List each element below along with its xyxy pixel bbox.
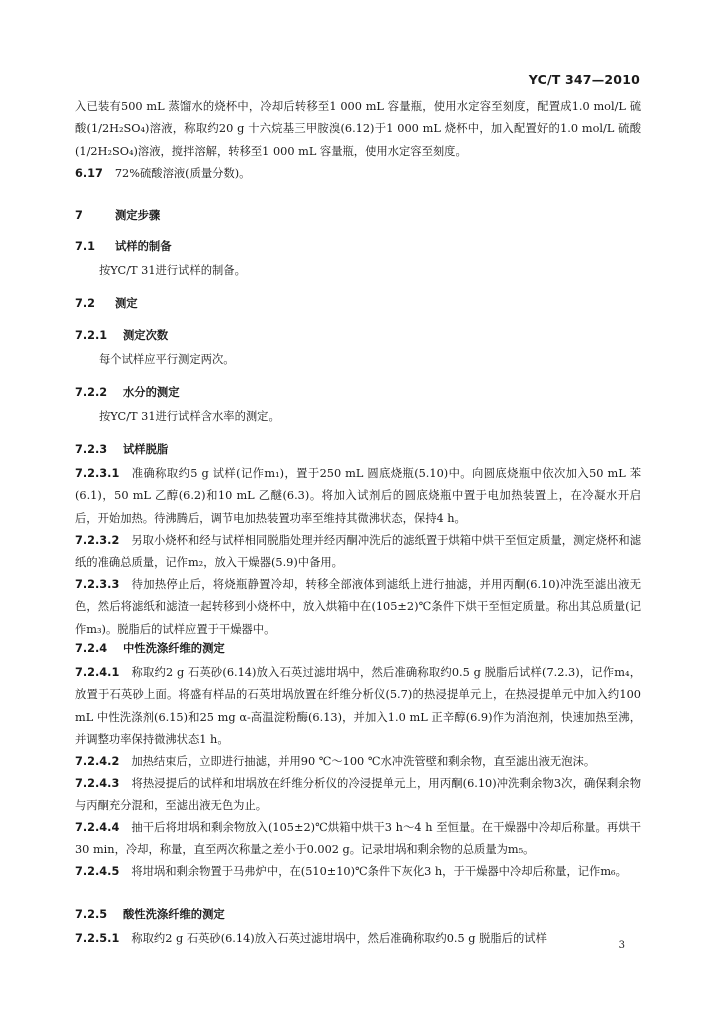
section-7-2-5-heading bbox=[75, 906, 225, 922]
clause-text: 将坩埚和剩余物置于马弗炉中，在(510±10)℃条件下灰化3 h，于干燥器中冷却后称量，记作m₆。 bbox=[131, 865, 627, 878]
clause-number: 7.2.4.1 bbox=[75, 666, 120, 679]
clause-text: 称取约2 g 石英砂(6.14)放入石英过滤坩埚中，然后准确称取约0.5 g 脱脂后试样(7.2.3)，记作m₄，放置于石英砂上面。将盛有样品的石英坩埚放置在纤维分析仪(5.7)的热浸提单元上，在热浸提单元中加入约100 mL 中性洗涤剂(6.15)和25 mg α-高温淀粉酶(6.13)，并加入1.0 mL 正辛醇(6.9)作为消泡剂，快速加热至沸，并调整功率保持微沸状态1 h。 bbox=[75, 666, 641, 747]
section-number: 7.2.3 bbox=[75, 443, 108, 456]
paragraph-continued: 入已装有500 mL 蒸馏水的烧杯中，冷却后转移至1 000 mL 容量瓶，使用水定容至刻度，配置成1.0 mol/L 硫酸(1/2H₂SO₄)溶液，称取约20 g 十六烷基三甲胺溴(6.12)于1 000 mL 烧杯中，加入配置好的1.0 mol/L 硫酸(1/2H₂SO₄)溶液，搅拌溶解，转移至1 000 mL 容量瓶，使用水定容至刻度。 bbox=[75, 100, 641, 158]
clause-number: 7.2.4.3 bbox=[75, 777, 120, 790]
clause-number: 7.2.3.2 bbox=[75, 534, 120, 547]
clause-text: 称取约2 g 石英砂(6.14)放入石英过滤坩埚中，然后准确称取约0.5 g 脱脂后的试样 bbox=[131, 932, 547, 945]
page-number: 3 bbox=[618, 940, 625, 951]
clause-7-2-3-3 bbox=[75, 574, 641, 641]
clause-7-2-3-1 bbox=[75, 463, 641, 530]
section-7-2-2-heading bbox=[75, 384, 180, 400]
section-number: 7.2.1 bbox=[75, 329, 108, 342]
clause-7-2-4-3 bbox=[75, 773, 641, 818]
section-title: 测定次数 bbox=[123, 329, 169, 342]
clause-text: 将热浸提后的试样和坩埚放在纤维分析仪的冷浸提单元上，用丙酮(6.10)冲洗剩余物3次，确保剩余物与丙酮充分混和，至滤出液无色为止。 bbox=[75, 777, 641, 813]
clause-7-2-4-1 bbox=[75, 662, 641, 752]
clause-text: 准确称取约5 g 试样(记作m₁)，置于250 mL 圆底烧瓶(5.10)中。向圆底烧瓶中依次加入50 mL 苯(6.1)，50 mL 乙醇(6.2)和10 mL 乙醚(6.3)。将加入试剂后的圆底烧瓶中置于电加热装置上，在冷凝水开启后，开始加热。待沸腾后，调节电加热装置功率至维持其微沸状态，保持4 h。 bbox=[75, 467, 641, 525]
clause-7-2-5-1 bbox=[75, 928, 641, 950]
section-number: 7.1 bbox=[75, 240, 96, 253]
section-title: 试样脱脂 bbox=[123, 443, 169, 456]
clause-7-2-3-2 bbox=[75, 530, 641, 575]
clause-number: 7.2.3.3 bbox=[75, 578, 120, 591]
section-7-2-3-heading bbox=[75, 441, 168, 457]
section-7-2-heading bbox=[75, 295, 138, 311]
section-7-heading bbox=[75, 207, 160, 223]
clause-7-2-4-5 bbox=[75, 861, 641, 883]
clause-number: 7.2.4.5 bbox=[75, 865, 120, 878]
clause-text: 待加热停止后，将烧瓶静置冷却，转移全部液体到滤纸上进行抽滤，并用丙酮(6.10)冲洗至滤出液无色，然后将滤纸和滤渣一起转移到小烧杯中，放入烘箱中在(105±2)℃条件下烘干至恒定质量。称出其总质量(记作m₃)。脱脂后的试样应置于干燥器中。 bbox=[75, 578, 641, 636]
clause-number: 7.2.4.2 bbox=[75, 755, 120, 768]
section-title: 测定 bbox=[115, 297, 138, 310]
clause-number: 7.2.5.1 bbox=[75, 932, 120, 945]
clause-7-2-4-4 bbox=[75, 817, 641, 862]
paragraph: 每个试样应平行测定两次。 bbox=[99, 353, 235, 366]
section-number: 7.2.5 bbox=[75, 908, 108, 921]
clause-text: 抽干后将坩埚和剩余物放入(105±2)℃烘箱中烘干3 h～4 h 至恒量。在干燥器中冷却后称量。再烘干30 min，冷却，称量，直至两次称量之差小于0.002 g。记录坩埚和剩余物的总质量为m₅。 bbox=[75, 821, 641, 857]
clause-number: 7.2.4.4 bbox=[75, 821, 120, 834]
paragraph: 按YC/T 31进行试样含水率的测定。 bbox=[99, 410, 280, 423]
section-number: 7.2.2 bbox=[75, 386, 108, 399]
section-title: 酸性洗涤纤维的测定 bbox=[123, 908, 225, 921]
clause-number: 6.17 bbox=[75, 167, 103, 180]
section-number: 7 bbox=[75, 209, 83, 222]
section-7-1-heading bbox=[75, 238, 172, 254]
section-title: 试样的制备 bbox=[115, 240, 172, 253]
section-title: 测定步骤 bbox=[115, 209, 161, 222]
section-number: 7.2 bbox=[75, 297, 96, 310]
standard-code-header: YC/T 347—2010 bbox=[528, 72, 640, 87]
clause-text: 另取小烧杯和经与试样相同脱脂处理并经丙酮冲洗后的滤纸置于烘箱中烘干至恒定质量，测定烧杯和滤纸的准确总质量，记作m₂，放入干燥器(5.9)中备用。 bbox=[75, 534, 641, 570]
clause-text: 72%硫酸溶液(质量分数)。 bbox=[114, 167, 251, 180]
section-title: 中性洗涤纤维的测定 bbox=[123, 642, 225, 655]
clause-text: 加热结束后，立即进行抽滤，并用90 ℃～100 ℃水冲洗管壁和剩余物，直至滤出液无泡沫。 bbox=[131, 755, 596, 768]
section-title: 水分的测定 bbox=[123, 386, 180, 399]
section-number: 7.2.4 bbox=[75, 642, 108, 655]
paragraph: 按YC/T 31进行试样的制备。 bbox=[99, 264, 246, 277]
section-7-2-4-heading bbox=[75, 640, 225, 656]
clause-6-17 bbox=[75, 163, 641, 185]
clause-7-2-4-2 bbox=[75, 751, 641, 773]
section-7-2-1-heading bbox=[75, 327, 168, 343]
clause-number: 7.2.3.1 bbox=[75, 467, 120, 480]
